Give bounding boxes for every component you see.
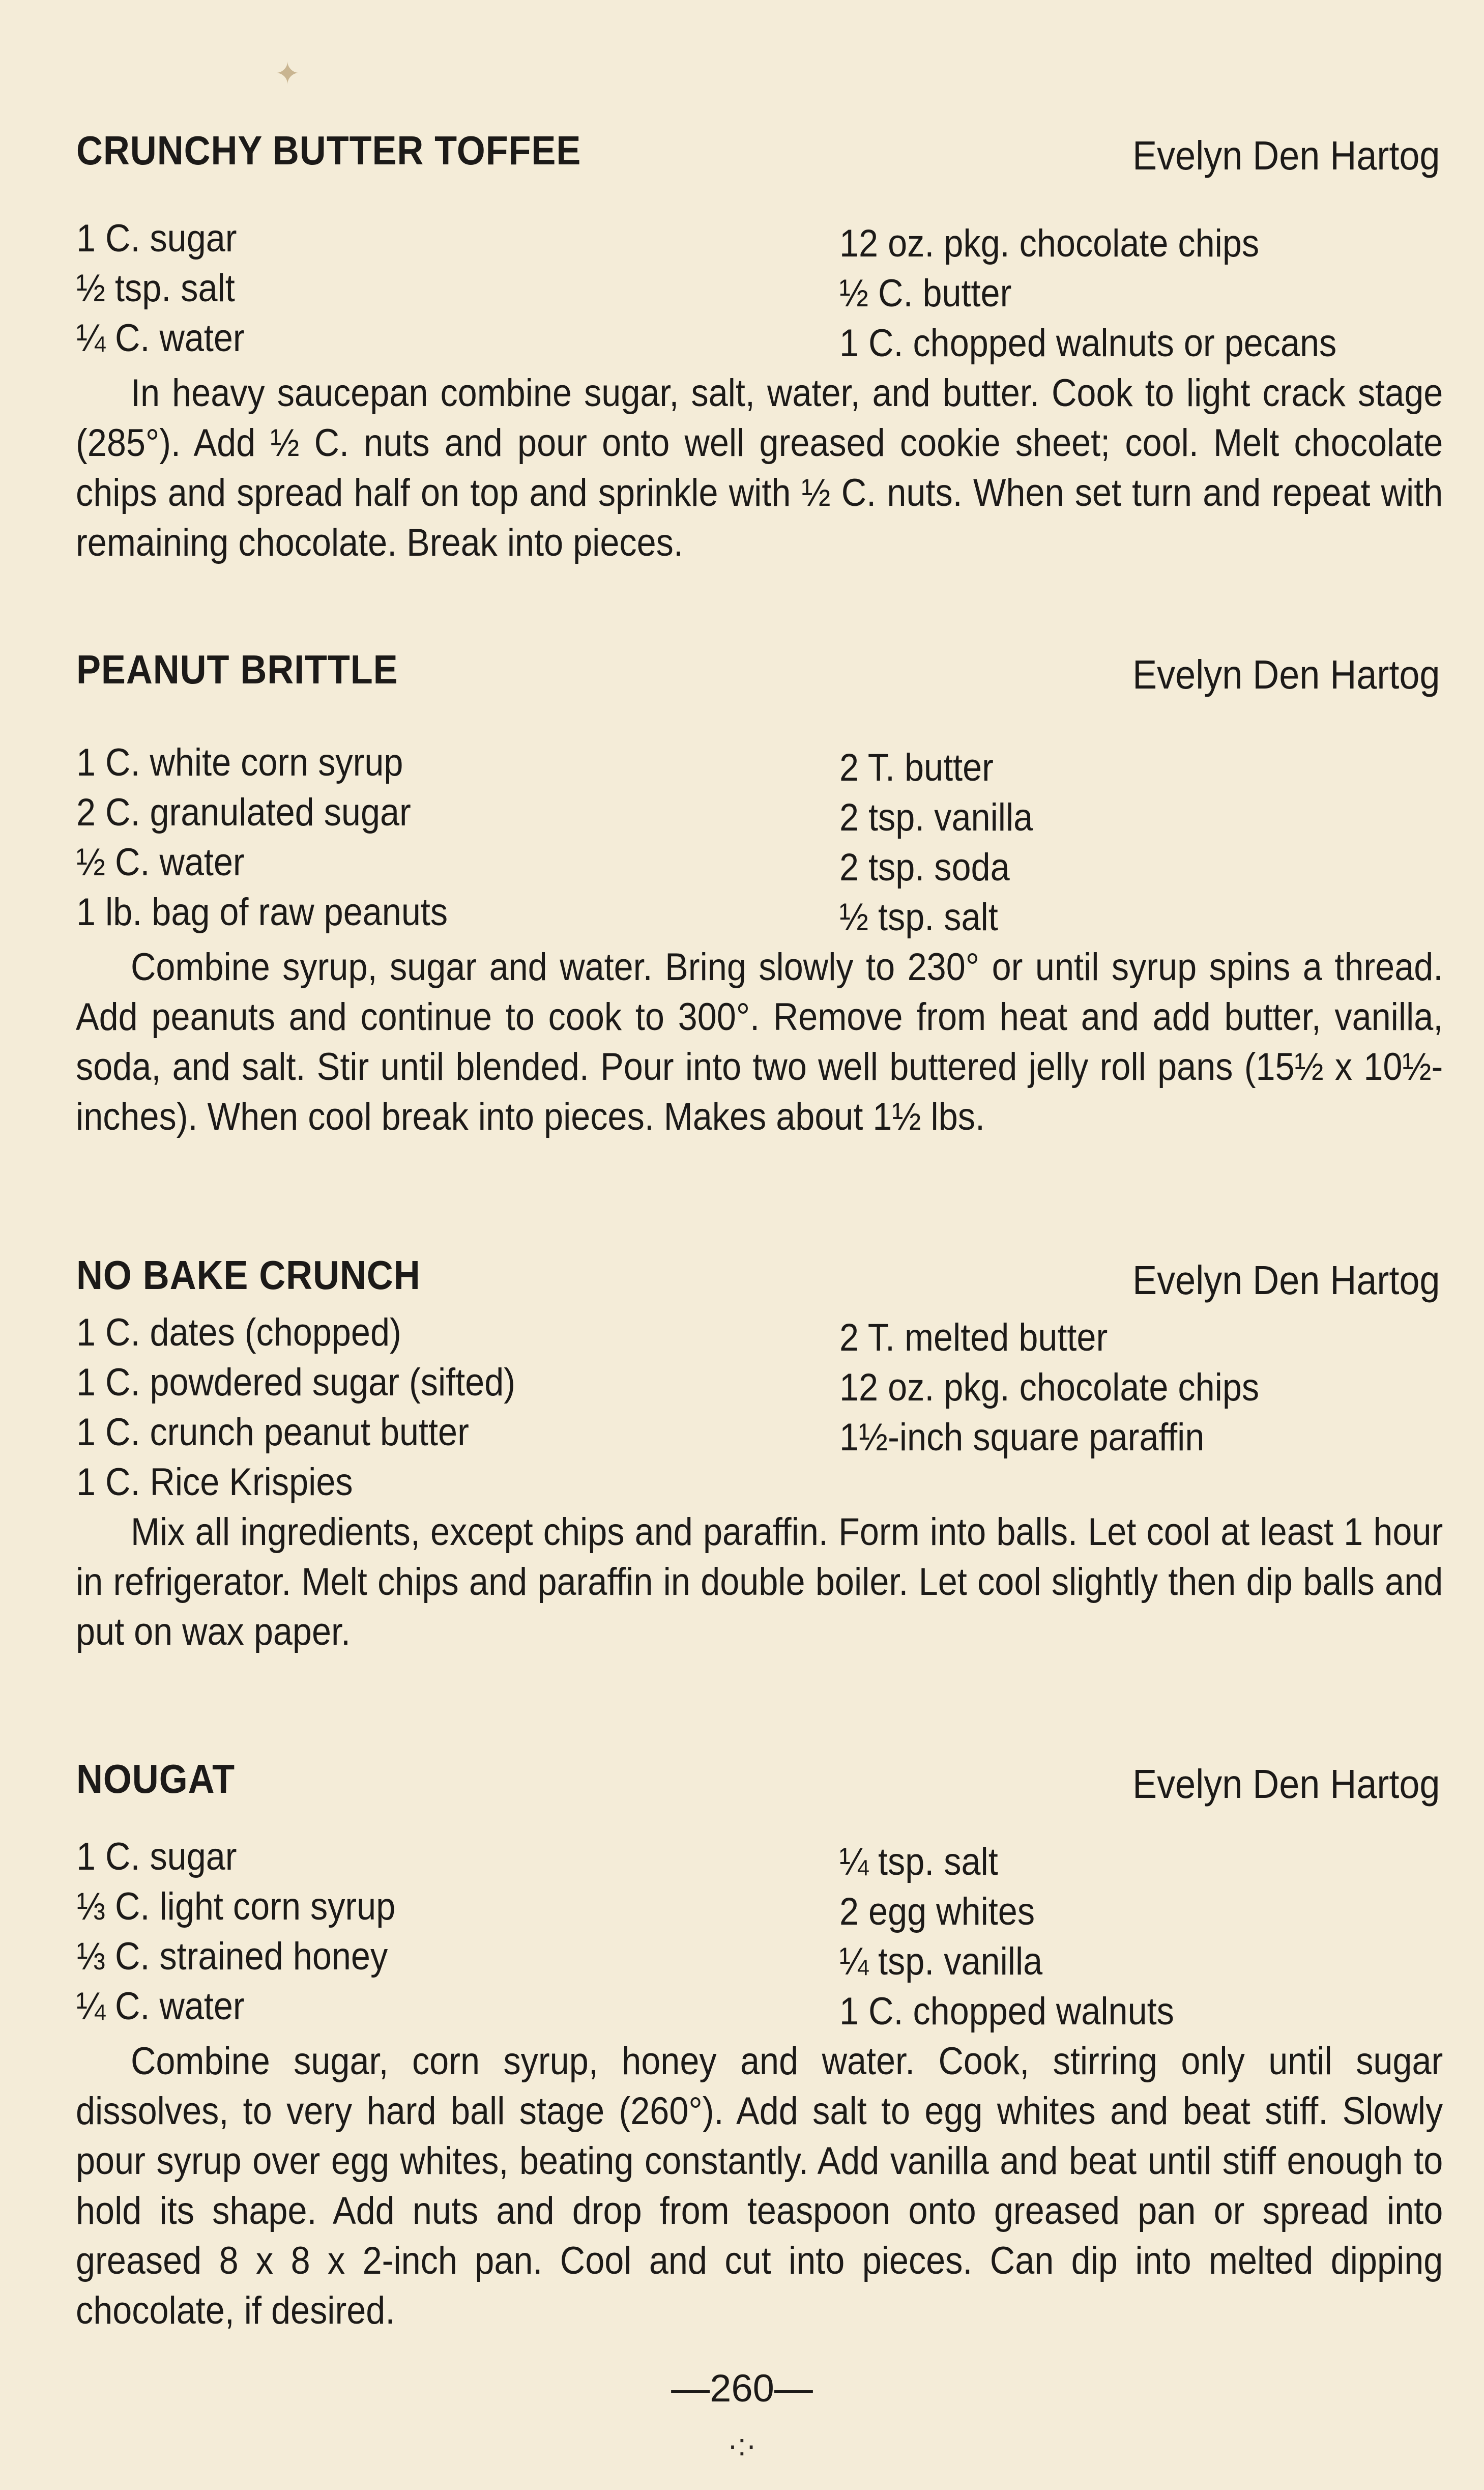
ingredients-left-column [71, 1308, 758, 1507]
recipe-instructions: In heavy saucepan combine sugar, salt, water, and butter. Cook to light crack stage (285°). Add ½ C. nuts and pour onto well greased cookie sheet; cool. Melt chocolate chips and spread half on top and sprinkle with ½ C. nuts. When set turn and repeat with remaining chocolate. Break into pieces. [76, 371, 1443, 564]
recipe-title: PEANUT BRITTLE [76, 647, 398, 692]
ingredients-right-column [758, 738, 1440, 942]
paper-stain: ✦ [275, 56, 301, 91]
ingredient: ½ C. butter [839, 272, 1012, 315]
ingredient-list [71, 1308, 1440, 1507]
ingredient-list [71, 738, 1440, 942]
recipe-title: NO BAKE CRUNCH [76, 1252, 421, 1298]
recipe-peanut-brittle [71, 646, 1443, 1142]
ingredient: 1 C. powdered sugar (sifted) [76, 1361, 516, 1404]
ingredient: ¼ tsp. salt [839, 1840, 998, 1883]
recipe-nougat [71, 1756, 1443, 2336]
recipe-author: Evelyn Den Hartog [1132, 1257, 1440, 1303]
recipe-no-bake-crunch [71, 1252, 1443, 1657]
recipe-title: CRUNCHY BUTTER TOFFEE [76, 128, 581, 173]
recipe-title: NOUGAT [76, 1756, 236, 1801]
ingredient: ½ tsp. salt [839, 896, 998, 939]
ingredient: ½ C. water [76, 841, 245, 884]
ingredient: 1 C. sugar [76, 217, 237, 260]
ingredient: 2 T. melted butter [839, 1316, 1108, 1359]
ingredient: ½ tsp. salt [76, 267, 235, 310]
ingredient: 1 C. sugar [76, 1835, 237, 1878]
ingredient: 1 C. Rice Krispies [76, 1461, 353, 1504]
recipe-crunchy-butter-toffee [71, 127, 1443, 568]
ingredient: 2 tsp. vanilla [839, 796, 1033, 839]
ingredients-right-column [758, 214, 1440, 368]
recipe-author: Evelyn Den Hartog [1132, 1761, 1440, 1807]
recipe-author: Evelyn Den Hartog [1132, 133, 1440, 178]
ingredient: ¼ C. water [76, 1985, 245, 2028]
ingredients-right-column [758, 1832, 1440, 2037]
ingredient: ⅓ C. light corn syrup [76, 1885, 396, 1928]
ingredient: 2 egg whites [839, 1890, 1035, 1933]
ingredient: 12 oz. pkg. chocolate chips [839, 222, 1259, 265]
ingredient: 2 C. granulated sugar [76, 791, 411, 834]
ingredients-left-column [71, 214, 758, 368]
recipe-header [71, 127, 1440, 198]
ingredients-left-column [71, 738, 758, 942]
ingredient: 2 T. butter [839, 746, 994, 789]
ingredient: 1 C. chopped walnuts [839, 1990, 1174, 2033]
ingredient: 1 lb. bag of raw peanuts [76, 891, 448, 934]
ingredient-list [71, 214, 1440, 368]
ingredient: ¼ C. water [76, 317, 245, 360]
ingredient: ¼ tsp. vanilla [839, 1940, 1042, 1983]
page-number: —260— [671, 2367, 813, 2410]
ingredient: 1 C. dates (chopped) [76, 1311, 401, 1354]
ingredient-list [71, 1832, 1440, 2037]
recipe-instructions: Combine sugar, corn syrup, honey and water. Cook, stirring only until sugar dissolves, to very hard ball stage (260°). Add salt to egg whites and beat stiff. Slowly pour syrup over egg whites, beating constantly. Add vanilla and beat until stiff enough to hold its shape. Add nuts and drop from teaspoon onto greased pan or spread into greased 8 x 8 x 2-inch pan. Cool and cut into pieces. Can dip into melted dipping chocolate, if desired. [76, 2040, 1443, 2332]
ingredient: 1 C. chopped walnuts or pecans [839, 322, 1336, 365]
ingredient: 1 C. crunch peanut butter [76, 1411, 469, 1454]
recipe-author: Evelyn Den Hartog [1132, 652, 1440, 697]
recipe-instructions: Mix all ingredients, except chips and paraffin. Form into balls. Let cool at least 1 hour in refrigerator. Melt chips and paraffin in double boiler. Let cool slightly then dip balls and put on wax paper. [76, 1510, 1443, 1653]
recipe-instructions: Combine syrup, sugar and water. Bring slowly to 230° or until syrup spins a thread. Add peanuts and continue to cook to 300°. Remove from heat and add butter, vanilla, soda, and salt. Stir until blended. Pour into two well buttered jelly roll pans (15½ x 10½-inches). When cool break into pieces. Makes about 1½ lbs. [76, 946, 1443, 1138]
ingredient: 1 C. white corn syrup [76, 741, 403, 784]
ingredient: 2 tsp. soda [839, 846, 1010, 889]
ingredients-right-column [758, 1308, 1440, 1507]
recipe-header [71, 1756, 1440, 1827]
ingredient: 1½-inch square paraffin [839, 1416, 1205, 1459]
recipe-header [71, 1252, 1440, 1308]
recipe-header [71, 646, 1440, 718]
ingredient: ⅓ C. strained honey [76, 1935, 388, 1978]
footer-ornament: ·:· [728, 2428, 756, 2462]
ingredient: 12 oz. pkg. chocolate chips [839, 1366, 1259, 1409]
ingredients-left-column [71, 1832, 758, 2037]
